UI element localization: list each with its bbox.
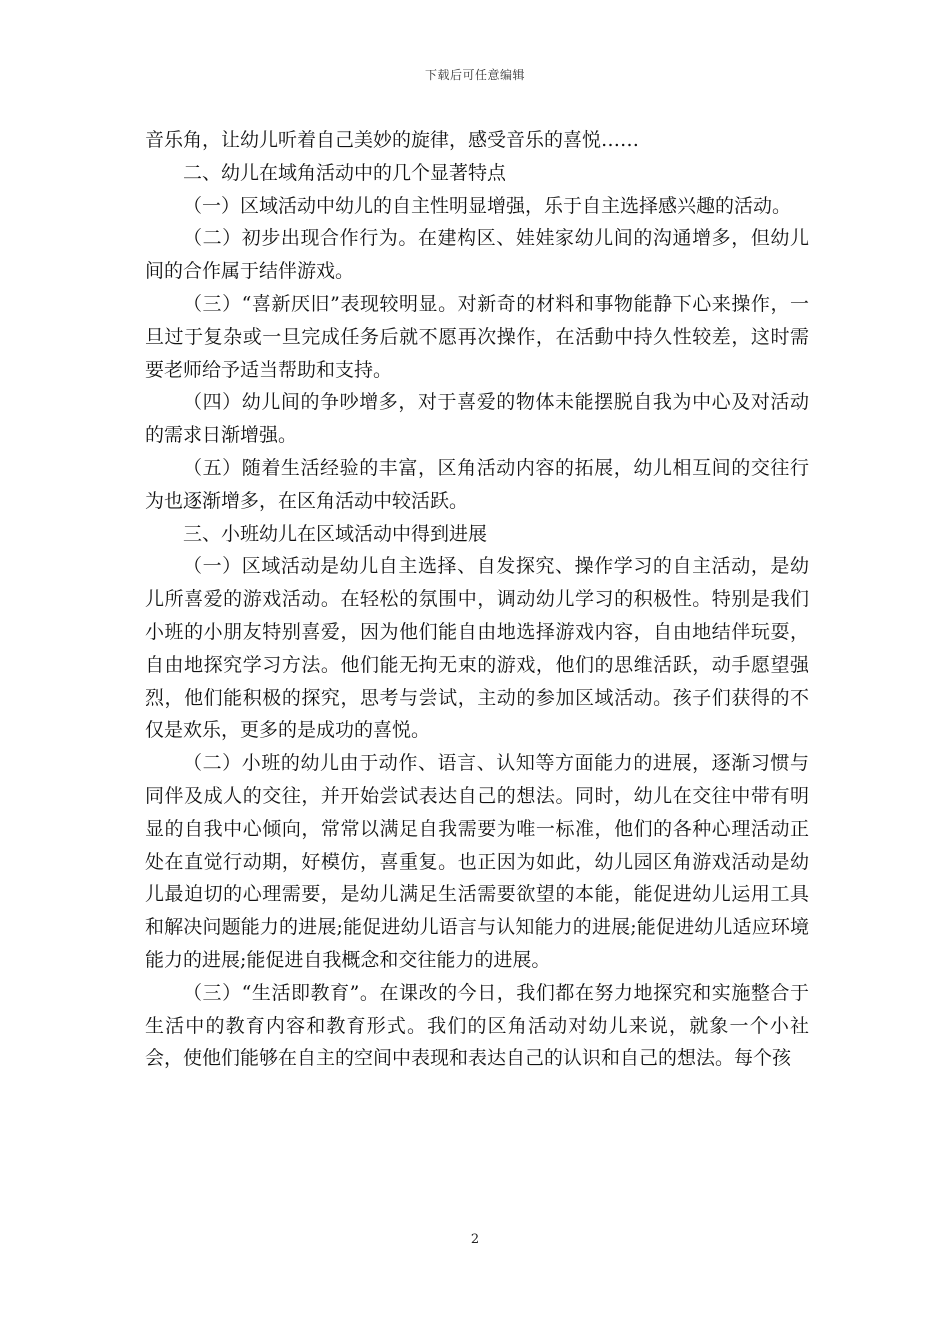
page-header: 下载后可任意编辑	[424, 68, 525, 82]
paragraph-2-4: （四）幼儿间的争吵增多，对于喜爱的物体未能摆脱自我为中心及对活动的需求日渐增强。	[145, 391, 809, 447]
document-body	[145, 124, 809, 1075]
paragraph-3-1: （一）区域活动是幼儿自主选择、自发探究、操作学习的自主活动，是幼儿所喜爱的游戏活动。在轻松的氛围中，调动幼儿学习的积极性。特别是我们小班的小朋友特别喜爱，因为他们能自由地选择游戏内容，自由地结伴玩耍，自由地探究学习方法。他们能无拘无束的游戏，他们的思维活跃，动手愿望强烈，他们能积极的探究，思考与尝试，主动的参加区域活动。孩子们获得的不仅是欢乐，更多的是成功的喜悦。	[145, 555, 809, 742]
paragraph-2-5: （五）随着生活经验的丰富，区角活动内容的拓展，幼儿相互间的交往行为也逐渐增多，在区角活动中较活跃。	[145, 456, 809, 512]
paragraph-2-1: （一）区域活动中幼儿的自主性明显增强，乐于自主选择感兴趣的活动。	[183, 194, 792, 217]
paragraph-continuation: 音乐角，让幼儿听着自己美妙的旋律，感受音乐的喜悦……	[145, 129, 640, 151]
paragraph-3-3: （三）“生活即教育”。在课改的今日，我们都在努力地探究和实施整合于生活中的教育内容和教育形式。我们的区角活动对幼儿来说，就象一个小社会，使他们能够在自主的空间中表现和表达自己的认识和自己的想法。每个孩	[145, 981, 809, 1070]
paragraph-2-2: （二）初步出现合作行为。在建构区、娃娃家幼儿间的沟通增多，但幼儿间的合作属于结伴游戏。	[145, 227, 809, 283]
paragraph-2-3: （三）“喜新厌旧”表现较明显。对新奇的材料和事物能静下心来操作，一旦过于复杂或一旦完成任务后就不愿再次操作，在活動中持久性较差，这时需要老师给予适当帮助和支持。	[145, 292, 809, 381]
paragraph-3-2: （二）小班的幼儿由于动作、语言、认知等方面能力的进展，逐渐习惯与同伴及成人的交往，并开始尝试表达自己的想法。同时，幼儿在交往中带有明显的自我中心倾向，常常以满足自我需要为唯一标准，他们的各种心理活动正处在直觉行动期，好模仿，喜重复。也正因为如此，幼儿园区角游戏活动是幼儿最迫切的心理需要，是幼儿满足生活需要欲望的本能，能促进幼儿运用工具和解决问题能力的进展;能促进幼儿语言与认知能力的进展;能促进幼儿适应环境能力的进展;能促进自我概念和交往能力的进展。	[145, 752, 809, 971]
page-number: 2	[470, 1232, 480, 1247]
section-heading-2: 二、幼儿在域角活动中的几个显著特点	[183, 161, 507, 184]
section-heading-3: 三、小班幼儿在区域活动中得到进展	[183, 522, 488, 545]
